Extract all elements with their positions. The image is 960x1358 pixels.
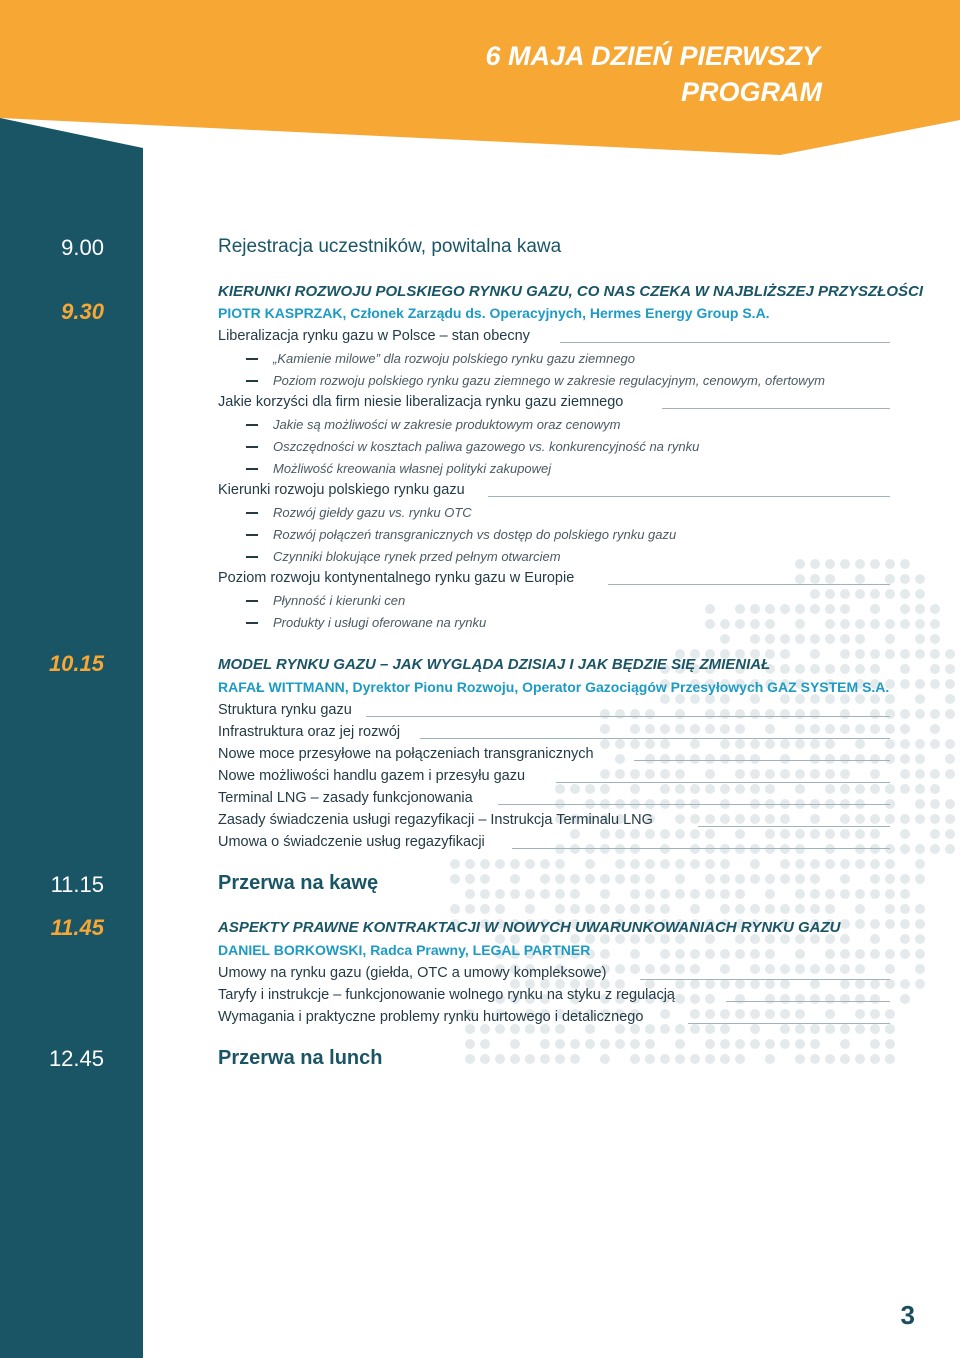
time-1015: 10.15	[48, 651, 104, 676]
page-number: 3	[900, 1300, 915, 1330]
divider-line	[634, 760, 890, 761]
session-1-subtopic: Rozwój giełdy gazu vs. rynku OTC	[273, 505, 472, 520]
divider-line	[512, 848, 890, 849]
bullet-dash	[246, 512, 258, 514]
header-line-1: 6 MAJA DZIEŃ PIERWSZY	[485, 41, 820, 71]
session-1-speaker: PIOTR KASPRZAK, Członek Zarządu ds. Operacyjnych, Hermes Energy Group S.A.	[218, 305, 770, 321]
divider-line	[608, 584, 890, 585]
session-1-subtopic: Płynność i kierunki cen	[273, 593, 406, 608]
session-2-title: MODEL RYNKU GAZU – JAK WYGLĄDA DZISIAJ I JAK BĘDZIE SIĘ ZMIENIAŁ	[218, 656, 771, 673]
divider-line	[498, 804, 890, 805]
session-3-topic: Umowy na rynku gazu (giełda, OTC a umowy kompleksowe)	[218, 965, 607, 981]
session-3-speaker: DANIEL BORKOWSKI, Radca Prawny, LEGAL PARTNER	[218, 942, 591, 958]
session-1-subtopic: Oszczędności w kosztach paliwa gazowego vs. konkurencyjność na rynku	[273, 439, 700, 454]
bullet-dash	[246, 468, 258, 470]
registration-label: Rejestracja uczestników, powitalna kawa	[218, 236, 562, 257]
session-3-topic: Taryfy i instrukcje – funkcjonowanie wolnego rynku na styku z regulacją	[218, 987, 675, 1003]
session-2-topic: Umowa o świadczenie usług regazyfikacji	[218, 834, 485, 850]
time-1145: 11.45	[50, 915, 104, 940]
divider-line	[726, 1001, 890, 1002]
session-3-title: ASPEKTY PRAWNE KONTRAKTACJI W NOWYCH UWARUNKOWANIACH RYNKU GAZU	[218, 919, 841, 936]
bullet-dash	[246, 380, 258, 382]
bullet-dash	[246, 358, 258, 360]
session-2-topic: Nowe moce przesyłowe na połączeniach transgranicznych	[218, 746, 594, 762]
bullet-dash	[246, 534, 258, 536]
session-1-subtopic: Rozwój połączeń transgranicznych vs dostęp do polskiego rynku gazu	[273, 527, 677, 542]
session-2-topic: Terminal LNG – zasady funkcjonowania	[218, 790, 473, 806]
divider-line	[420, 738, 890, 739]
session-1-subtopic: „Kamienie milowe” dla rozwoju polskiego rynku gazu ziemnego	[273, 351, 636, 366]
time-0900: 9.00	[61, 235, 104, 260]
session-1-topic-4: Poziom rozwoju kontynentalnego rynku gazu w Europie	[218, 570, 575, 586]
divider-line	[698, 826, 890, 827]
session-3-topic: Wymagania i praktyczne problemy rynku hurtowego i detalicznego	[218, 1009, 644, 1025]
header-line-2: PROGRAM	[681, 77, 822, 107]
session-2-topic: Struktura rynku gazu	[218, 702, 352, 718]
time-1245: 12.45	[48, 1046, 104, 1071]
bullet-dash	[246, 446, 258, 448]
session-2-topic: Nowe możliwości handlu gazem i przesyłu gazu	[218, 768, 526, 784]
session-1-topic-2: Jakie korzyści dla firm niesie liberalizacja rynku gazu ziemnego	[218, 394, 624, 410]
bullet-dash	[246, 600, 258, 602]
bullet-dash	[246, 622, 258, 624]
session-1-subtopic: Możliwość kreowania własnej polityki zakupowej	[273, 461, 552, 476]
bullet-dash	[246, 424, 258, 426]
time-1115: 11.15	[50, 872, 104, 897]
session-2-topic: Zasady świadczenia usługi regazyfikacji – Instrukcja Terminalu LNG	[218, 812, 653, 828]
session-1-subtopic: Czynniki blokujące rynek przed pełnym otwarciem	[273, 549, 561, 564]
lunch-break-label: Przerwa na lunch	[218, 1047, 383, 1069]
time-0930: 9.30	[61, 299, 104, 324]
session-1-topic-3: Kierunki rozwoju polskiego rynku gazu	[218, 482, 465, 498]
session-2-speaker: RAFAŁ WITTMANN, Dyrektor Pionu Rozwoju, Operator Gazociągów Przesyłowych GAZ SYSTEM S.A.	[218, 679, 890, 695]
divider-line	[662, 408, 890, 409]
divider-line	[640, 979, 890, 980]
session-2-topic: Infrastruktura oraz jej rozwój	[218, 724, 401, 740]
divider-line	[560, 342, 890, 343]
divider-line	[688, 1023, 890, 1024]
coffee-break-label: Przerwa na kawę	[218, 872, 379, 894]
session-1-subtopic: Jakie są możliwości w zakresie produktowym oraz cenowym	[273, 417, 621, 432]
divider-line	[488, 496, 890, 497]
session-1-subtopic: Produkty i usługi oferowane na rynku	[273, 615, 487, 630]
session-1-subtopic: Poziom rozwoju polskiego rynku gazu ziemnego w zakresie regulacyjnym, cenowym, ofertowym	[273, 373, 826, 388]
divider-line	[366, 716, 890, 717]
session-1-topic-1: Liberalizacja rynku gazu w Polsce – stan obecny	[218, 328, 530, 344]
session-1-title: KIERUNKI ROZWOJU POLSKIEGO RYNKU GAZU, CO NAS CZEKA W NAJBLIŻSZEJ PRZYSZŁOŚCI	[218, 283, 924, 300]
divider-line	[556, 782, 890, 783]
bullet-dash	[246, 556, 258, 558]
page-header	[320, 38, 820, 110]
